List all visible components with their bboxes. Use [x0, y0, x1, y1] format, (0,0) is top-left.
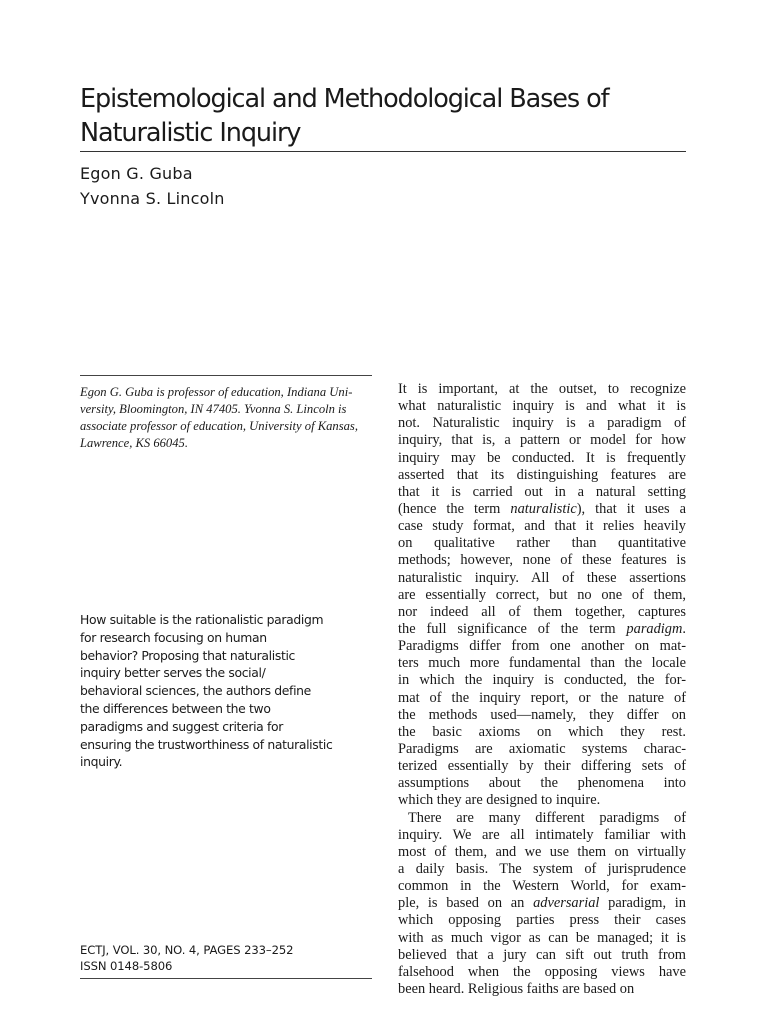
body-text-run: the full significance of the term — [398, 620, 627, 637]
body-line — [398, 398, 686, 415]
body-text-run: assumptions about the phenomena into — [398, 775, 686, 792]
body-text-run: case study format, and that it relies heavily — [398, 518, 686, 535]
body-line — [398, 844, 686, 861]
body-line — [398, 981, 686, 998]
body-line — [398, 501, 686, 518]
article-title — [80, 82, 700, 150]
author-name: Egon G. Guba — [80, 164, 193, 183]
body-line — [398, 604, 686, 621]
body-text-run: Paradigms differ from one another on mat- — [398, 638, 686, 655]
body-line — [398, 861, 686, 878]
journal-citation: ECTJ, VOL. 30, NO. 4, PAGES 233–252 — [80, 943, 294, 957]
body-line — [398, 415, 686, 432]
body-line — [398, 518, 686, 535]
body-text-run: the basic axioms on which they rest. — [398, 723, 686, 740]
body-text-run: with as much vigor as can be managed; it is — [398, 929, 686, 946]
body-line — [398, 810, 686, 827]
title-line: Naturalistic Inquiry — [80, 118, 301, 148]
body-text-run: paradigm, in — [599, 895, 686, 912]
body-line — [398, 775, 686, 792]
body-text-run: asserted that its distinguishing features are — [398, 466, 686, 483]
body-text-run: ple, is based on an — [398, 895, 534, 912]
body-text-run: There are many different paradigms of — [408, 809, 686, 826]
title-line: Epistemological and Methodological Bases of — [80, 84, 609, 114]
body-text-run: a daily basis. The system of jurisprudence — [398, 860, 686, 877]
author-affiliation — [80, 384, 375, 452]
body-column — [398, 381, 686, 998]
body-text-run: terized essentially by their differing sets of — [398, 758, 686, 775]
body-text-run: not. Naturalistic inquiry is a paradigm of — [398, 415, 686, 432]
body-line — [398, 655, 686, 672]
journal-divider — [80, 978, 372, 979]
affiliation-divider — [80, 375, 372, 376]
body-line — [398, 930, 686, 947]
body-line — [398, 707, 686, 724]
body-line — [398, 690, 686, 707]
body-text-run: . — [682, 620, 686, 637]
body-line — [398, 878, 686, 895]
body-line — [398, 895, 686, 912]
body-text-run: what naturalistic inquiry is and what it is — [398, 398, 686, 415]
abstract-line: How suitable is the rationalistic paradigm — [80, 612, 324, 627]
body-line — [398, 724, 686, 741]
body-line — [398, 535, 686, 552]
affiliation-line: Lawrence, KS 66045. — [80, 436, 188, 450]
body-line — [398, 570, 686, 587]
abstract-line: ensuring the trustworthiness of naturalistic — [80, 736, 333, 752]
body-line — [398, 912, 686, 929]
author-name: Yvonna S. Lincoln — [80, 189, 225, 208]
body-text-run: naturalistic inquiry. All of these assertions — [398, 569, 686, 586]
body-line — [398, 432, 686, 449]
affiliation-line: versity, Bloomington, IN 47405. Yvonna S. Lincoln is — [80, 402, 347, 416]
body-text-run: believed that a jury can sift out truth from — [398, 946, 686, 963]
body-line — [398, 587, 686, 604]
body-line — [398, 947, 686, 964]
body-text-run: which they are designed to inquire. — [398, 792, 601, 809]
body-text-run: ters much more fundamental than the locale — [398, 655, 686, 672]
body-text-run: most of them, and we use them on virtually — [398, 843, 686, 860]
abstract — [80, 611, 380, 771]
body-text-run: on qualitative rather than quantitative — [398, 535, 686, 552]
title-divider — [80, 151, 686, 152]
body-line — [398, 638, 686, 655]
body-text-run: are essentially correct, but no one of them, — [398, 586, 686, 603]
body-text-run: common in the Western World, for exam- — [398, 878, 686, 895]
abstract-line: inquiry. — [80, 754, 123, 770]
journal-issn: ISSN 0148-5806 — [80, 959, 173, 973]
abstract-line: behavioral sciences, the authors define — [80, 683, 311, 699]
body-text-run: in which the inquiry is conducted, the for- — [398, 672, 686, 689]
abstract-line: behavior? Proposing that naturalistic — [80, 647, 296, 663]
body-text-run: inquiry may be conducted. It is frequently — [398, 449, 686, 466]
body-line — [398, 827, 686, 844]
affiliation-line: Egon G. Guba is professor of education, Indiana Uni- — [80, 385, 353, 399]
body-text-run: inquiry. We are all intimately familiar with — [398, 826, 686, 843]
body-text-run: (hence the term — [398, 500, 511, 517]
body-line — [398, 741, 686, 758]
body-line — [398, 552, 686, 569]
body-text-run: nor indeed all of them together, captures — [398, 603, 686, 620]
body-text-run: inquiry, that is, a pattern or model for how — [398, 432, 686, 449]
abstract-line: paradigms and suggest criteria for — [80, 718, 283, 734]
abstract-line: the differences between the two — [80, 700, 271, 716]
body-line — [398, 672, 686, 689]
body-text-run: Paradigms are axiomatic systems charac- — [398, 740, 686, 757]
body-text-run: It is important, at the outset, to recognize — [398, 381, 686, 397]
body-text-run: the methods used—namely, they differ on — [398, 706, 686, 723]
body-text-run: which opposing parties press their cases — [398, 912, 686, 929]
body-text-run: that it is carried out in a natural setting — [398, 483, 686, 500]
emphasized-term: paradigm — [626, 620, 683, 637]
abstract-line: inquiry better serves the social/ — [80, 665, 266, 681]
body-line — [398, 621, 686, 638]
abstract-line: for research focusing on human — [80, 629, 267, 645]
emphasized-term: adversarial — [533, 895, 600, 912]
journal-info — [80, 942, 380, 974]
body-line — [398, 381, 686, 398]
body-text-run: ), that it uses a — [576, 500, 687, 517]
body-line — [398, 450, 686, 467]
body-text-run: methods; however, none of these features is — [398, 552, 686, 569]
body-line — [398, 758, 686, 775]
body-text-run: been heard. Religious faiths are based on — [398, 980, 635, 997]
body-line — [398, 484, 686, 501]
body-line — [398, 964, 686, 981]
affiliation-line: associate professor of education, University of Kansas, — [80, 419, 358, 433]
body-text-run: mat of the inquiry report, or the nature of — [398, 689, 686, 706]
body-line — [398, 792, 686, 809]
body-line — [398, 467, 686, 484]
body-text-run: falsehood when the opposing views have — [398, 963, 686, 980]
emphasized-term: naturalistic — [510, 500, 577, 517]
